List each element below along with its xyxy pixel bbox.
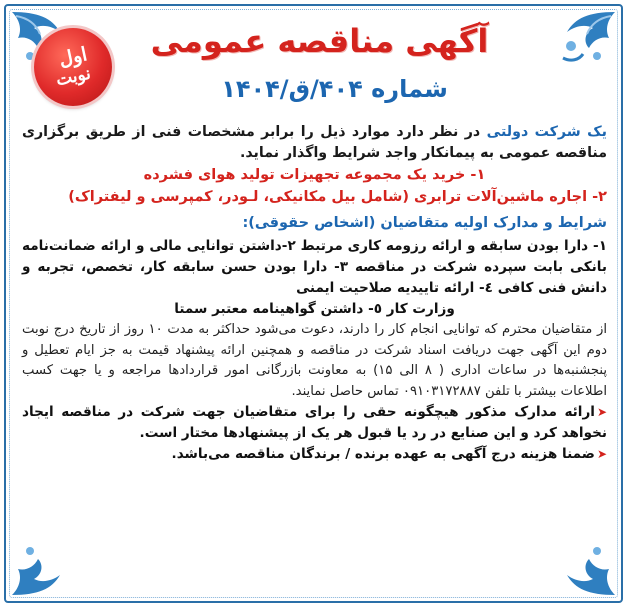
requirements-last-line: وزارت کار ٥- داشتن گواهینامه معتبر سمتا: [174, 301, 455, 317]
ad-body: [22, 122, 607, 465]
requirements-body: ۱- دارا بودن سابقه و ارائه رزومه کاری مرتبط ۲-داشتن توانایی مالی و ارائه ضمانت‌نامه بانکی بابت سپرده شرکت در مناقصه ۳- دارا بودن حسن سابقه کار، تخصص، تجربه و دانش فنی کافی ٤- ارائه تاییدیه صلاحیت ایمنی: [22, 238, 608, 296]
first-round-badge: [34, 28, 112, 106]
note-2-text: ضمنا هزینه درج آگهی به عهده برنده / برندگان مناقصه می‌باشد.: [171, 446, 595, 462]
note-1-text: ارائه مدارک مذکور هیچگونه حقی را برای متقاضیان جهت شرکت در مناقصه ایجاد نخواهد کرد و این صنایع در رد یا قبول هر یک از پیشنهادها مختار است.: [22, 404, 607, 441]
note-2: [22, 444, 607, 465]
intro-paragraph: [22, 122, 607, 164]
ornament-corner-icon: [539, 519, 619, 599]
badge-line-2: نوبت: [53, 63, 93, 91]
ornament-corner-icon: [8, 519, 88, 599]
note-1: [22, 402, 607, 444]
intro-text: در نظر دارد موارد ذیل را برابر مشخصات فنی از طریق برگزاری مناقصه عمومی به پیمانکار واجد شرایط واگذار نماید.: [22, 124, 607, 161]
requirements-title: شرایط و مدارک اولیه متقاضیان (اشخاص حقوقی):: [242, 215, 607, 231]
badge-line-1: اول: [56, 43, 90, 71]
ad-title: آگهی مناقصه عمومی: [150, 22, 489, 60]
company-name: یک شرکت دولتی: [486, 124, 607, 140]
tender-number: شماره ۴۰۴/ق/۱۴۰۴: [221, 75, 448, 103]
invitation-paragraph: از متقاضیان محترم که توانایی انجام کار را دارند، دعوت می‌شود حداکثر به مدت ۱۰ روز از تاریخ درج نوبت دوم این آگهی جهت دریافت اسناد شرکت در مناقصه و همچنین ارائه پیشنهاد قیمت به جز ایام تعطیل و پنجشنبه‌ها در ساعات اداری ( ۸ الی ۱۵) به معاونت بازرگانی امور قراردادها مراجعه و یا جهت کسب اطلاعات بیشتر با تلفن ۰۹۱۰۳۱۷۲۸۸۷ تماس حاصل نمایند.: [22, 322, 607, 399]
tender-item-1: ۱- خرید یک مجموعه تجهیزات تولید هوای فشرده: [143, 167, 486, 183]
arrow-bullet-icon: ➤: [596, 405, 607, 419]
arrow-bullet-icon: ➤: [596, 447, 607, 461]
ornament-corner-icon: [539, 8, 619, 88]
tender-item-2: ۲- اجاره ماشین‌آلات ترابری (شامل بیل مکانیکی، لـودر، کمپرسی و لیفتراک): [68, 189, 607, 205]
